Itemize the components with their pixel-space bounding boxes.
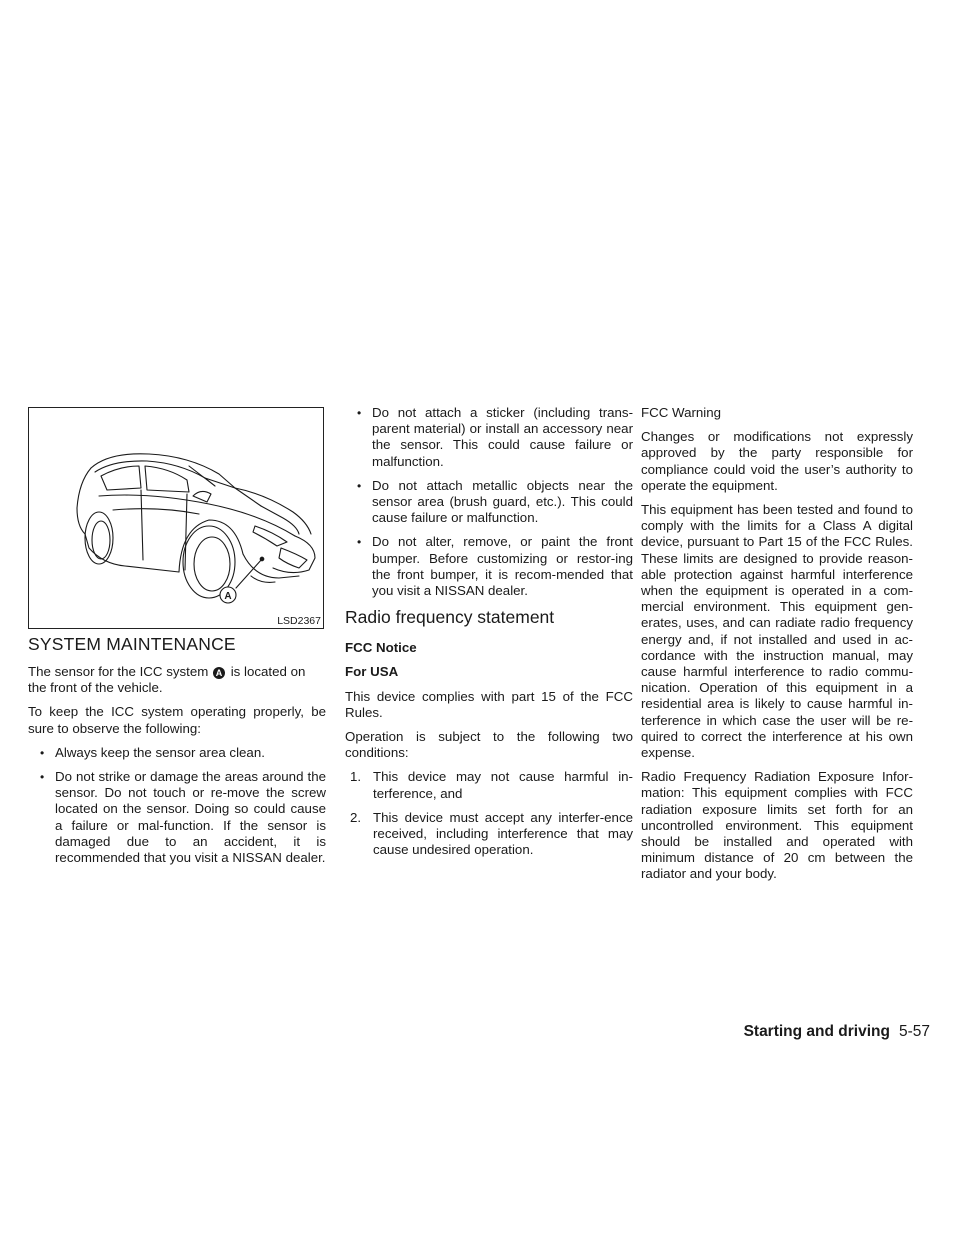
- list-item-text: This device may not cause harmful in-terference, and: [373, 769, 633, 801]
- callout-a-label: A: [224, 591, 232, 602]
- footer-section-name: Starting and driving: [743, 1023, 890, 1040]
- page-footer: [744, 1023, 930, 1041]
- sensor-location-paragraph: [28, 664, 326, 696]
- fcc-conditions-intro: Operation is subject to the following two conditions:: [345, 729, 633, 761]
- fcc-changes-paragraph: Changes or modifications not expressly approved by the party responsible for compliance could void the user’s authority to operate the equipment.: [641, 429, 913, 493]
- list-item: • Always keep the sensor area clean.: [28, 745, 326, 761]
- list-item: • Do not alter, remove, or paint the front bumper. Before customizing or restor-ing the front bumper, it is recom-mended that you visit a NISSAN dealer.: [345, 534, 633, 599]
- list-item-number: 1.: [350, 769, 362, 785]
- sensor-location-text-start: The sensor for the ICC system: [28, 664, 209, 679]
- column-3: [641, 405, 913, 891]
- rf-exposure-paragraph: Radio Frequency Radiation Exposure Infor-mation: This equipment complies with FCC radiation exposure limits set forth for an uncontrolled environment. This equipment should be installed and operated with minimum distance of 20 cm between the radiator and your body.: [641, 769, 913, 882]
- section-heading-radio-frequency: Radio frequency statement: [345, 607, 555, 628]
- fcc-compliance-paragraph: This device complies with part 15 of the FCC Rules.: [345, 688, 633, 720]
- list-item-text: This device must accept any interfer-ence received, including interference that may cause undesired operation.: [373, 809, 633, 858]
- list-item: [345, 810, 633, 859]
- maintenance-bullet-list-continued: [345, 405, 633, 599]
- list-item: • Do not strike or damage the areas around the sensor. Do not touch or re-move the screw located on the sensor. Doing so could cause a failure or mal-function. If the sensor is damaged due to an accident, it is recommended that you visit a NISSAN dealer.: [28, 769, 326, 866]
- sensor-location-figure: [28, 407, 324, 629]
- section-heading-system-maintenance: SYSTEM MAINTENANCE: [28, 634, 236, 654]
- for-usa-heading: For USA: [345, 664, 399, 680]
- fcc-conditions-list: [345, 769, 633, 858]
- maintenance-intro-paragraph: To keep the ICC system operating properly, be sure to observe the following:: [28, 704, 326, 736]
- fcc-class-a-paragraph: This equipment has been tested and found to comply with the limits for a Class A digital device, pursuant to Part 15 of the FCC Rules. These limits are designed to provide reason-able protection against harmful interference when the equipment is operated in a com-mercial environment. This equipment gen-erates, uses, and can radiate radio frequency energy and, if not installed and used in ac-cordance with the instruction manual, may cause harmful interference to radio commu-nication. Operation of this equipment in a residential area is likely to cause harmful in-terference in which case the user will be re-quired to correct the interference at his own expense.: [641, 502, 913, 761]
- list-item: [345, 769, 633, 801]
- fcc-warning-heading: FCC Warning: [641, 405, 722, 420]
- maintenance-bullet-list: [28, 745, 326, 866]
- list-item: • Do not attach a sticker (including trans-parent material) or install an accessory near the sensor. This could cause failure or malfunction.: [345, 405, 633, 470]
- car-illustration: [29, 408, 323, 628]
- sensor-location-text-end: is located on the front of the vehicle.: [28, 664, 306, 696]
- page-number: 5-57: [898, 1023, 930, 1040]
- column-1: [28, 634, 326, 874]
- figure-code: LSD2367: [277, 615, 321, 627]
- column-2: [345, 405, 633, 866]
- list-item: • Do not attach metallic objects near the sensor area (brush guard, etc.). This could cause failure or malfunction.: [345, 478, 633, 527]
- callout-a-badge: A: [213, 667, 225, 679]
- fcc-notice-heading: FCC Notice: [345, 640, 417, 656]
- list-item-number: 2.: [350, 809, 362, 825]
